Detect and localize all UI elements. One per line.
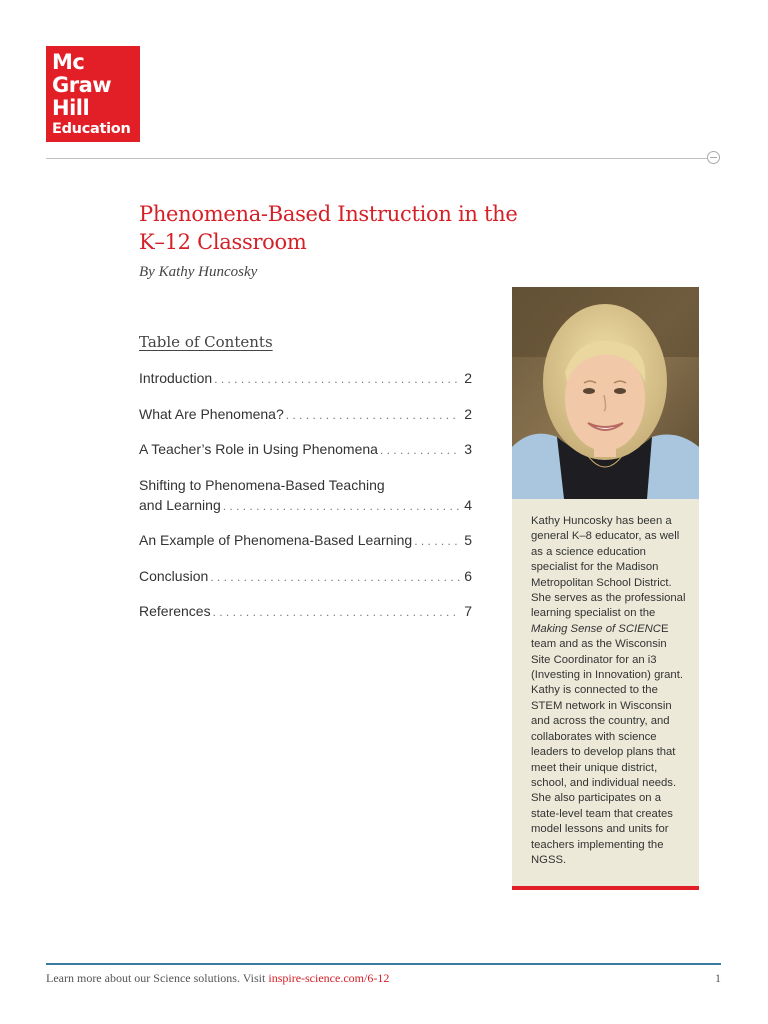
toc-leader-dots — [210, 567, 460, 587]
bio-accent-bar — [512, 886, 699, 890]
toc-item-what-are-phenomena[interactable] — [139, 404, 472, 425]
toc-item-label-line-1: Shifting to Phenomena-Based Teaching — [139, 476, 385, 493]
footer-text — [46, 971, 389, 986]
toc-item-label: A Teacher’s Role in Using Phenomena — [139, 441, 378, 457]
title-line-1: Phenomena-Based Instruction in the — [139, 202, 518, 226]
toc-item-teachers-role[interactable] — [139, 439, 472, 460]
table-of-contents — [139, 368, 472, 637]
toc-leader-dots — [223, 496, 460, 516]
toc-leader-dots — [414, 531, 460, 551]
bio-text-part-2: E team and as the Wisconsin Site Coordinator for an i3 (Investing in Innovation) grant. Kathy is connected to the STEM network in Wisconsin and across the country, and collaborates with science leaders to develop plans that meet their unique district, school, and individual needs. She also participates on a state-level team that creates model lessons and units for teachers implementing the NGSS. — [531, 622, 683, 866]
page-number: 1 — [715, 971, 721, 985]
toc-item-label: Conclusion — [139, 567, 209, 584]
toc-page-number: 6 — [464, 567, 472, 584]
toc-page-number: 4 — [464, 496, 472, 513]
author-bio-box — [512, 499, 699, 886]
toc-leader-dots — [380, 440, 460, 460]
toc-item-label: Introduction — [139, 370, 213, 386]
toc-item-example[interactable] — [139, 530, 472, 551]
logo-line-education: Education — [52, 121, 131, 137]
toc-item-shifting[interactable] — [139, 475, 472, 516]
toc-leader-dots — [286, 405, 460, 425]
author-bio — [531, 514, 687, 868]
footer-divider — [46, 963, 721, 965]
header-divider — [46, 158, 707, 159]
toc-item-introduction[interactable] — [139, 368, 472, 389]
toc-item-references[interactable] — [139, 601, 472, 622]
logo-line-graw: Graw — [52, 73, 112, 97]
toc-item-label: An Example of Phenomena-Based Learning — [139, 532, 413, 548]
toc-page-number: 3 — [464, 441, 472, 457]
divider-end-circle-icon — [707, 151, 720, 164]
logo-line-mc: Mc — [52, 50, 85, 74]
toc-item-label-line-2: and Learning — [139, 496, 221, 513]
toc-page-number: 2 — [464, 405, 472, 422]
toc-page-number: 2 — [464, 370, 472, 386]
toc-leader-dots — [213, 602, 460, 622]
toc-page-number: 7 — [464, 603, 472, 619]
toc-page-number: 5 — [464, 532, 472, 548]
mcgraw-hill-logo — [46, 46, 140, 142]
toc-heading: Table of Contents — [139, 333, 273, 351]
footer-message: Learn more about our Science solutions. Visit — [46, 971, 269, 985]
toc-item-label: References — [139, 603, 211, 619]
toc-leader-dots — [214, 369, 460, 389]
author-photo — [512, 287, 699, 499]
bio-text-part-1: Kathy Huncosky has been a general K–8 educator, as well as a science education specialist for the Madison Metropolitan School District. She serves as the professional learning specialist on the — [531, 515, 686, 620]
logo-line-hill: Hill — [52, 96, 90, 120]
document-title — [139, 200, 609, 256]
toc-item-conclusion[interactable] — [139, 566, 472, 587]
bio-program-name: Making Sense of SCIENC — [531, 622, 661, 635]
toc-item-label: What Are Phenomena? — [139, 405, 284, 422]
title-line-2: K–12 Classroom — [139, 230, 307, 254]
author-byline: By Kathy Huncosky — [139, 264, 258, 280]
author-sidebar — [512, 287, 699, 890]
footer-link[interactable]: inspire-science.com/6-12 — [268, 971, 390, 985]
